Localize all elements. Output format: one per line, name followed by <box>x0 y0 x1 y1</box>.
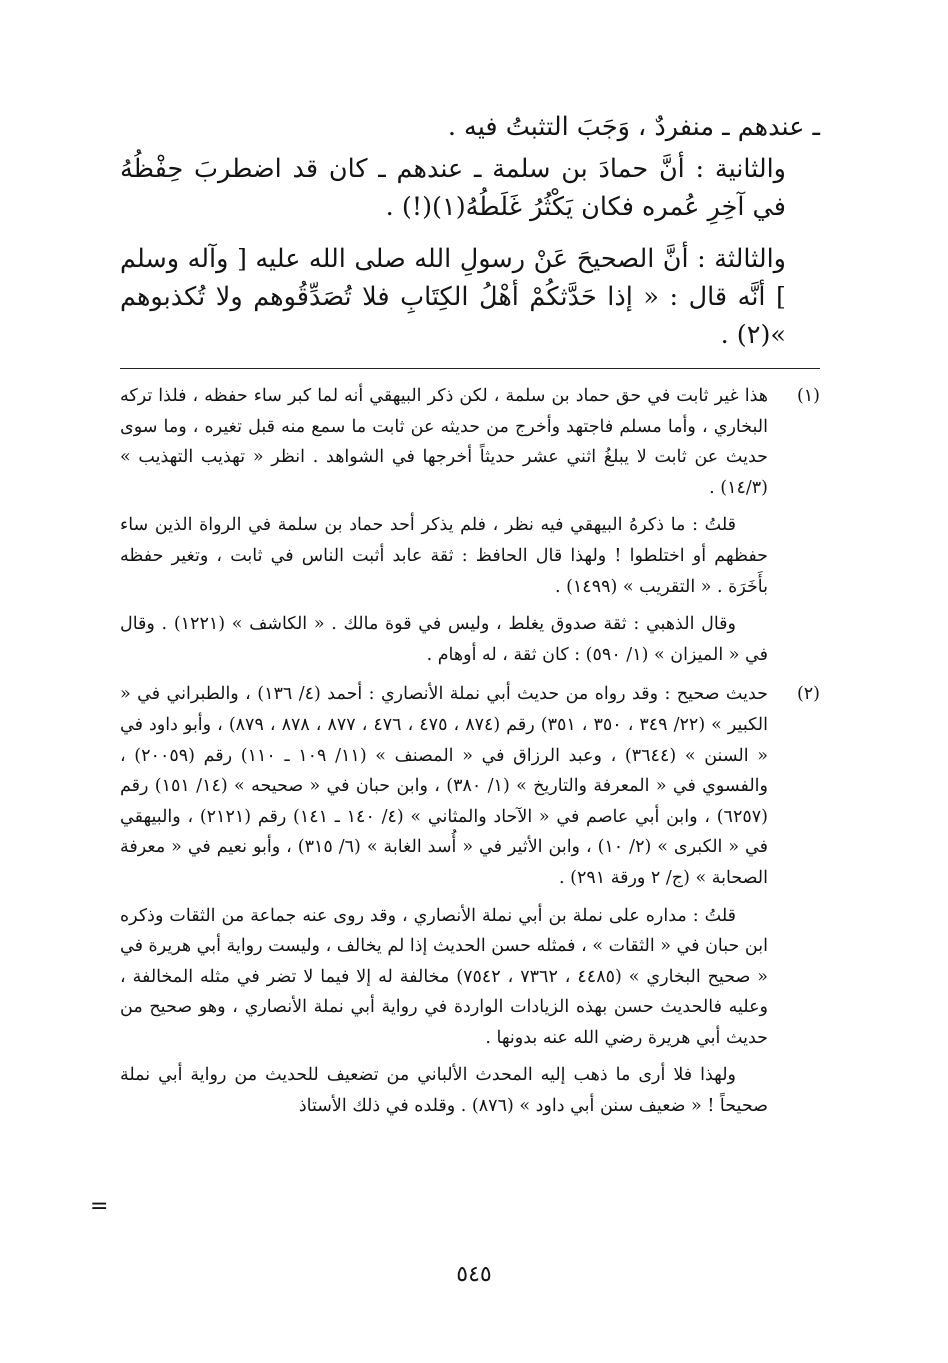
main-paragraph-3: والثالثة : أنَّ الصحيحَ عَنْ رسولِ الله صلى الله عليه [ وآله وسلم ] أنَّه قال : « إذا حَدَّثكُمْ أهْلُ الكِتَابِ فلا تُصَدِّقُوهم ولا تُكذبوهم »(٢) . <box>120 244 786 350</box>
footnote-paragraph: هذا غير ثابت في حق حماد بن سلمة ، لكن ذكر البيهقي أنه لما كبر ساء حفظه ، فلذا تركه البخاري ، وأما مسلم فاجتهد وأخرج من حديثه عن ثابت ما سمع منه قبل تغيره ، وما سوى حديث عن ثابت لا يبلغُ اثني عشر حديثاً أخرجها في الشواهد . انظر « تهذيب التهذيب » (١٤/٣) . <box>120 386 768 498</box>
main-text <box>120 108 820 354</box>
footnote-body <box>120 679 768 1128</box>
footnote-paragraph: وقال الذهبي : ثقة صدوق يغلط ، وليس في قوة مالك . « الكاشف » (١٢٢١) . وقال في « الميزان » (١/ ٥٩٠) : كان ثقة ، له أوهام . <box>120 614 768 665</box>
footnote-number: (٢) <box>796 684 820 705</box>
main-paragraph-2: والثانية : أنَّ حمادَ بن سلمة ـ عندهم ـ كان قد اضطربَ حِفْظُهُ في آخِرِ عُمره فكان يَكْثُرُ غَلَطُهُ(١)(!) . <box>120 154 786 222</box>
footnote-2 <box>120 679 820 1128</box>
footnote-separator <box>120 368 820 369</box>
main-paragraph-1: ـ عندهم ـ منفردٌ ، وَجَبَ التثبتُ فيه . <box>447 112 820 142</box>
footnote-paragraph: ولهذا فلا أرى ما ذهب إليه المحدث الألباني من تضعيف للحديث من رواية أبي نملة صحيحاً ! « ضعيف سنن أبي داود » (٨٧٦) . وقلده في ذلك الأستاذ <box>120 1065 768 1117</box>
footnote-paragraph: حديث صحيح : وقد رواه من حديث أبي نملة الأنصاري : أحمد (٤/ ١٣٦) ، والطبراني في « الكبير » (٢٢/ ٣٤٩ ، ٣٥٠ ، ٣٥١) رقم (٨٧٤ ، ٤٧٥ ، ٤٧٦ ، ٨٧٧ ، ٨٧٨ ، ٨٧٩) ، وأبو داود في « السنن » (٣٦٤٤) ، وعبد الرزاق في « المصنف » (١١/ ١٠٩ ـ ١١٠) رقم (٢٠٠٥٩) ، والفسوي في « المعرفة والتاريخ » (١/ ٣٨٠) ، وابن حبان في « صحيحه » (١٤/ ١٥١) رقم (٦٢٥٧) ، وابن أبي عاصم في « الآحاد والمثاني » (٤/ ١٤٠ ـ ١٤١) رقم (٢١٢١) ، والبيهقي في « الكبرى » (٢/ ١٠) ، وابن الأثير في « أُسد الغابة » (٦/ ٣١٥) ، وأبو نعيم في « معرفة الصحابة » (ج/ ٢ ورقة ٢٩١) . <box>120 684 768 888</box>
footnote-paragraph: قلتُ : ما ذكرهُ البيهقي فيه نظر ، فلم يذكر أحد حماد بن سلمة في الرواة الذين ساء حفظهم أو اختلطوا ! ولهذا قال الحافظ : ثقة عابد أثبت الناس في ثابت ، وتغير حفظه بأَخَرَة . « التقريب » (١٤٩٩) . <box>120 515 768 597</box>
footnote-paragraph: قلتُ : مداره على نملة بن أبي نملة الأنصاري ، وقد روى عنه جماعة من الثقات وذكره ابن حبان في « الثقات » ، فمثله حسن الحديث إذا لم يخالف ، وليست رواية أبي هريرة في « صحيح البخاري » (٤٤٨٥ ، ٧٣٦٢ ، ٧٥٤٢) مخالفة له إلا فيما لا تضر في مثله المخالفة ، وعليه فالحديث حسن بهذه الزيادات الواردة في رواية أبي نملة الأنصاري ، وهو صحيح من حديث أبي هريرة رضي الله عنه بدونها . <box>120 905 769 1048</box>
page-body <box>120 108 820 1129</box>
page-number: ٥٤٥ <box>456 1262 492 1287</box>
footnote-number: (١) <box>796 386 820 406</box>
footnote-body <box>120 381 768 677</box>
footnote-1 <box>120 381 820 677</box>
continuation-mark: = <box>90 1194 109 1219</box>
